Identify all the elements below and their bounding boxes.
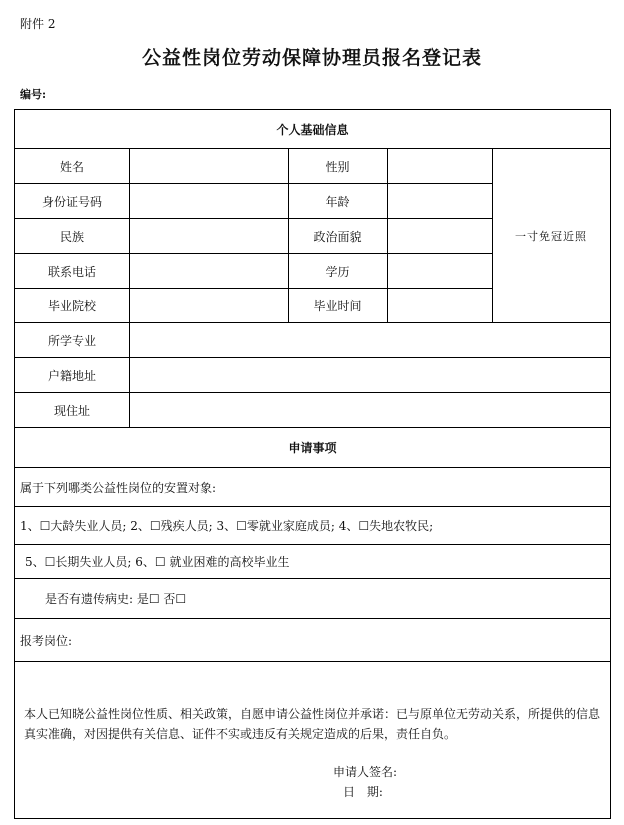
application-section-title: 申请事项 [288, 441, 337, 455]
political-label: 政治面貌 [313, 229, 362, 244]
row-major [15, 323, 610, 358]
row-hereditary [15, 579, 610, 619]
row-position [15, 619, 610, 662]
major-label: 所学专业 [47, 333, 96, 348]
row-id [15, 184, 492, 219]
id-field[interactable] [129, 184, 288, 218]
hukou-label: 户籍地址 [47, 368, 96, 383]
row-name [15, 149, 492, 184]
personal-section-title: 个人基础信息 [276, 122, 349, 137]
category-options-line1[interactable]: 1、☐大龄失业人员; 2、☐残疾人员; 3、☐零就业家庭成员; 4、☐失地农牧民; [20, 519, 434, 533]
declaration-text: 本人已知晓公益性岗位性质、相关政策，自愿申请公益性岗位并承诺：已与原单位无劳动关系，所提供的信息真实准确，对因提供有关信息、证件不实或违反有关规定造成的后果，责任自负。 [24, 707, 601, 741]
school-field[interactable] [129, 289, 288, 322]
category-options-line2[interactable]: 5、☐长期失业人员; 6、☐ 就业困难的高校毕业生 [25, 555, 290, 569]
row-address [15, 393, 610, 428]
name-field[interactable] [129, 149, 288, 183]
photo-box[interactable]: 一寸免冠近照 [515, 229, 587, 243]
row-phone [15, 254, 492, 289]
name-label: 姓名 [59, 159, 84, 174]
form-title: 公益性岗位劳动保障协理员报名登记表 [141, 47, 482, 69]
row-options-2 [15, 545, 610, 579]
row-category-question [15, 468, 610, 507]
school-label: 毕业院校 [47, 299, 96, 313]
application-section-header [15, 428, 610, 468]
signature-label[interactable]: 申请人签名: [333, 765, 398, 779]
personal-section-header [15, 110, 610, 149]
age-label: 年龄 [325, 194, 350, 209]
position-label[interactable]: 报考岗位: [20, 633, 73, 648]
address-field[interactable] [129, 393, 610, 427]
registration-form [14, 109, 611, 819]
gender-label: 性别 [325, 159, 350, 174]
political-field[interactable] [387, 219, 492, 253]
row-hukou [15, 358, 610, 393]
gender-field[interactable] [387, 149, 492, 183]
grad-time-label: 毕业时间 [313, 299, 362, 313]
row-ethnicity [15, 219, 492, 254]
grad-time-field[interactable] [387, 289, 492, 322]
category-question: 属于下列哪类公益性岗位的安置对象: [20, 480, 217, 495]
grid-line [129, 323, 130, 428]
address-label: 现住址 [53, 403, 90, 418]
grid-line [129, 149, 130, 323]
age-field[interactable] [387, 184, 492, 218]
phone-label: 联系电话 [47, 264, 96, 279]
grid-line [387, 149, 388, 323]
major-field[interactable] [129, 323, 610, 357]
hukou-field[interactable] [129, 358, 610, 392]
phone-field[interactable] [129, 254, 288, 288]
date-label[interactable]: 日 期: [343, 785, 383, 799]
education-field[interactable] [387, 254, 492, 288]
row-options-1 [15, 507, 610, 545]
grid-line [288, 149, 289, 323]
attachment-label: 附件 2 [20, 17, 56, 31]
id-label: 身份证号码 [41, 194, 102, 209]
declaration-area [15, 662, 610, 818]
ethnicity-label: 民族 [59, 229, 84, 244]
ethnicity-field[interactable] [129, 219, 288, 253]
education-label: 学历 [325, 264, 350, 279]
form-number-label: 编号: [20, 88, 47, 101]
hereditary-question[interactable]: 是否有遗传病史: 是☐ 否☐ [45, 592, 187, 606]
